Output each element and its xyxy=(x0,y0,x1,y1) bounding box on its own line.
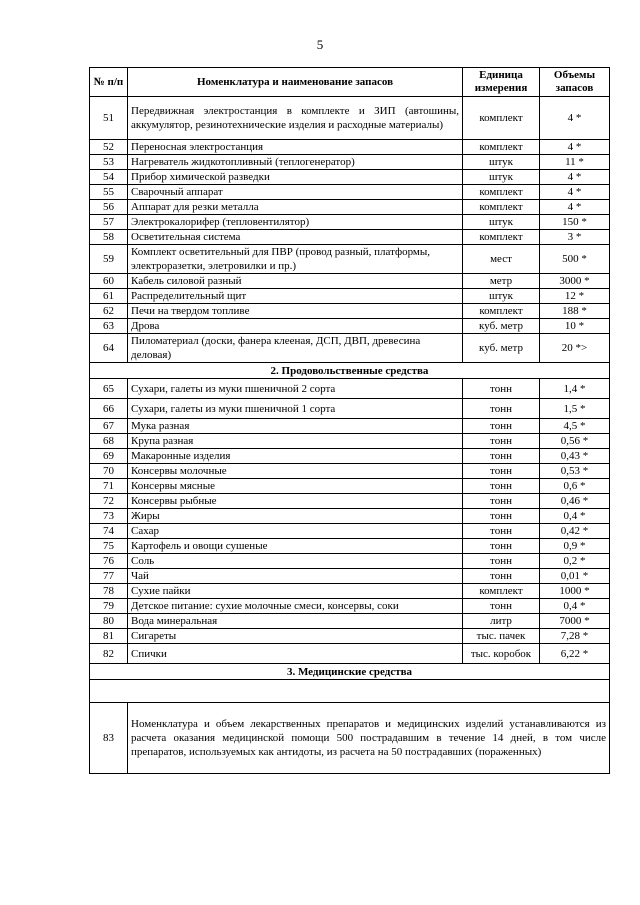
row-unit: комплект xyxy=(463,584,540,599)
row-number: 76 xyxy=(90,554,128,569)
row-number: 78 xyxy=(90,584,128,599)
table-row xyxy=(90,524,610,539)
row-unit: комплект xyxy=(463,97,540,140)
row-volume: 1,5 * xyxy=(540,399,610,419)
header-name: Номенклатура и наименование запасов xyxy=(128,68,463,97)
row-name: Кабель силовой разный xyxy=(128,274,463,289)
row-unit: комплект xyxy=(463,304,540,319)
table-row xyxy=(90,230,610,245)
table-row xyxy=(90,494,610,509)
row-volume: 4 * xyxy=(540,170,610,185)
row-unit: тыс. пачек xyxy=(463,629,540,644)
row-unit: тонн xyxy=(463,524,540,539)
table-row xyxy=(90,584,610,599)
row-volume: 0,43 * xyxy=(540,449,610,464)
row-unit: тонн xyxy=(463,464,540,479)
row-volume: 0,9 * xyxy=(540,539,610,554)
row-volume: 0,46 * xyxy=(540,494,610,509)
row-name: Пиломатериал (доски, фанера клееная, ДСП, ДВП, древесина деловая) xyxy=(128,334,463,363)
row-name: Детское питание: сухие молочные смеси, консервы, соки xyxy=(128,599,463,614)
row-number: 53 xyxy=(90,155,128,170)
row-name: Спички xyxy=(128,644,463,664)
row-name: Аппарат для резки металла xyxy=(128,200,463,215)
table-row xyxy=(90,419,610,434)
table-row xyxy=(90,434,610,449)
table-row xyxy=(90,479,610,494)
row-volume: 150 * xyxy=(540,215,610,230)
row-unit: тонн xyxy=(463,494,540,509)
row-name: Электрокалорифер (тепловентилятор) xyxy=(128,215,463,230)
row-name: Сахар xyxy=(128,524,463,539)
row-volume: 0,4 * xyxy=(540,599,610,614)
row-number: 67 xyxy=(90,419,128,434)
section-header-row xyxy=(90,664,610,680)
table-row xyxy=(90,170,610,185)
table-row xyxy=(90,200,610,215)
table-row xyxy=(90,274,610,289)
table-row xyxy=(90,140,610,155)
row-volume: 0,53 * xyxy=(540,464,610,479)
row-number: 55 xyxy=(90,185,128,200)
row-name: Макаронные изделия xyxy=(128,449,463,464)
row-volume: 3 * xyxy=(540,230,610,245)
row-unit: комплект xyxy=(463,185,540,200)
table-row xyxy=(90,289,610,304)
row-volume: 4 * xyxy=(540,185,610,200)
row-volume: 1000 * xyxy=(540,584,610,599)
table-row xyxy=(90,554,610,569)
table-row xyxy=(90,319,610,334)
row-volume: 188 * xyxy=(540,304,610,319)
row-number: 77 xyxy=(90,569,128,584)
row-number: 82 xyxy=(90,644,128,664)
row-number: 64 xyxy=(90,334,128,363)
row-unit: тонн xyxy=(463,599,540,614)
row-volume: 3000 * xyxy=(540,274,610,289)
row-number: 75 xyxy=(90,539,128,554)
row-unit: тонн xyxy=(463,449,540,464)
row-number: 73 xyxy=(90,509,128,524)
row-name: Комплект осветительный для ПВР (провод разный, платформы, электроразетки, элетровилки и пр.) xyxy=(128,245,463,274)
table-row xyxy=(90,629,610,644)
row-number: 66 xyxy=(90,399,128,419)
row-name: Жиры xyxy=(128,509,463,524)
row-name: Консервы рыбные xyxy=(128,494,463,509)
row-number: 61 xyxy=(90,289,128,304)
row-unit: тонн xyxy=(463,554,540,569)
row-name: Консервы мясные xyxy=(128,479,463,494)
row-volume: 12 * xyxy=(540,289,610,304)
row-unit: куб. метр xyxy=(463,319,540,334)
row-volume: 4,5 * xyxy=(540,419,610,434)
row-number: 71 xyxy=(90,479,128,494)
row-unit: тонн xyxy=(463,569,540,584)
table-row xyxy=(90,539,610,554)
header-unit: Единица измерения xyxy=(463,68,540,97)
table-row xyxy=(90,644,610,664)
row-name: Соль xyxy=(128,554,463,569)
row-number: 80 xyxy=(90,614,128,629)
row-number: 63 xyxy=(90,319,128,334)
table-row xyxy=(90,334,610,363)
section-2-title: 2. Продовольственные средства xyxy=(90,363,610,379)
table-header-row xyxy=(90,68,610,97)
row-volume: 4 * xyxy=(540,97,610,140)
row-unit: тонн xyxy=(463,434,540,449)
table-row xyxy=(90,599,610,614)
row-name: Сухие пайки xyxy=(128,584,463,599)
row-volume: 1,4 * xyxy=(540,379,610,399)
row-unit: метр xyxy=(463,274,540,289)
row-name: Сварочный аппарат xyxy=(128,185,463,200)
row-name: Дрова xyxy=(128,319,463,334)
table-row xyxy=(90,614,610,629)
row-unit: комплект xyxy=(463,200,540,215)
table-row xyxy=(90,155,610,170)
row-name: Картофель и овощи сушеные xyxy=(128,539,463,554)
table-row xyxy=(90,464,610,479)
row-number: 54 xyxy=(90,170,128,185)
row-number: 74 xyxy=(90,524,128,539)
row-unit: штук xyxy=(463,215,540,230)
table-row xyxy=(90,245,610,274)
row-volume: 4 * xyxy=(540,200,610,215)
row-number: 79 xyxy=(90,599,128,614)
row-volume: 10 * xyxy=(540,319,610,334)
row-number: 51 xyxy=(90,97,128,140)
row-volume: 0,4 * xyxy=(540,509,610,524)
row-volume: 11 * xyxy=(540,155,610,170)
header-volume: Объемы запасов xyxy=(540,68,610,97)
row-name: Прибор химической разведки xyxy=(128,170,463,185)
row-unit: тонн xyxy=(463,479,540,494)
table-row xyxy=(90,399,610,419)
row-volume: 7,28 * xyxy=(540,629,610,644)
row-number: 68 xyxy=(90,434,128,449)
table-row xyxy=(90,703,610,774)
row-name: Передвижная электростанция в комплекте и ЗИП (автошины, аккумулятор, резинотехнические изделия и расходные материалы) xyxy=(128,97,463,140)
row-volume: 0,56 * xyxy=(540,434,610,449)
row-name: Консервы молочные xyxy=(128,464,463,479)
table-row xyxy=(90,569,610,584)
table-row xyxy=(90,97,610,140)
page-number: 5 xyxy=(316,37,324,52)
row-number: 81 xyxy=(90,629,128,644)
row-number: 57 xyxy=(90,215,128,230)
header-num: № п/п xyxy=(90,68,128,97)
section-3-title: 3. Медицинские средства xyxy=(90,664,610,680)
row-number: 65 xyxy=(90,379,128,399)
row-name: Сухари, галеты из муки пшеничной 2 сорта xyxy=(128,379,463,399)
section-header-row xyxy=(90,363,610,379)
supplies-table xyxy=(89,67,610,774)
section-2-rows xyxy=(90,379,610,664)
row-name: Сухари, галеты из муки пшеничной 1 сорта xyxy=(128,399,463,419)
row-unit: тыс. коробок xyxy=(463,644,540,664)
row-unit: комплект xyxy=(463,140,540,155)
row-83-text: Номенклатура и объем лекарственных препаратов и медицинских изделий устанавливаются из расчета оказания медицинской помощи 500 пострадавшим в течение 14 дней, в том числе препаратов, используемых как антидоты, из расчета на 50 пострадавших (пораженных) xyxy=(128,703,610,774)
row-name: Вода минеральная xyxy=(128,614,463,629)
row-volume: 6,22 * xyxy=(540,644,610,664)
row-number: 70 xyxy=(90,464,128,479)
row-unit: тонн xyxy=(463,509,540,524)
row-name: Нагреватель жидкотопливный (теплогенератор) xyxy=(128,155,463,170)
row-number: 60 xyxy=(90,274,128,289)
row-number: 72 xyxy=(90,494,128,509)
row-unit: куб. метр xyxy=(463,334,540,363)
row-number: 59 xyxy=(90,245,128,274)
row-unit: тонн xyxy=(463,379,540,399)
row-volume: 0,6 * xyxy=(540,479,610,494)
row-number: 58 xyxy=(90,230,128,245)
row-unit: тонн xyxy=(463,539,540,554)
row-unit: тонн xyxy=(463,399,540,419)
table-row xyxy=(90,379,610,399)
row-number: 69 xyxy=(90,449,128,464)
row-number: 52 xyxy=(90,140,128,155)
row-unit: мест xyxy=(463,245,540,274)
row-name: Крупа разная xyxy=(128,434,463,449)
row-name: Сигареты xyxy=(128,629,463,644)
spacer-row xyxy=(90,680,610,703)
table-row xyxy=(90,185,610,200)
row-name: Распределительный щит xyxy=(128,289,463,304)
section-1-rows xyxy=(90,97,610,363)
row-volume: 20 *> xyxy=(540,334,610,363)
row-volume: 0,2 * xyxy=(540,554,610,569)
row-name: Печи на твердом топливе xyxy=(128,304,463,319)
row-name: Осветительная система xyxy=(128,230,463,245)
row-unit: тонн xyxy=(463,419,540,434)
table-row xyxy=(90,449,610,464)
row-number: 56 xyxy=(90,200,128,215)
row-name: Переносная электростанция xyxy=(128,140,463,155)
row-volume: 0,42 * xyxy=(540,524,610,539)
table-row xyxy=(90,509,610,524)
row-volume: 7000 * xyxy=(540,614,610,629)
row-name: Чай xyxy=(128,569,463,584)
row-unit: литр xyxy=(463,614,540,629)
row-volume: 500 * xyxy=(540,245,610,274)
table-row xyxy=(90,215,610,230)
row-unit: штук xyxy=(463,155,540,170)
table-row xyxy=(90,304,610,319)
row-name: Мука разная xyxy=(128,419,463,434)
row-number: 62 xyxy=(90,304,128,319)
row-number: 83 xyxy=(90,703,128,774)
row-volume: 0,01 * xyxy=(540,569,610,584)
row-unit: комплект xyxy=(463,230,540,245)
row-unit: штук xyxy=(463,170,540,185)
row-unit: штук xyxy=(463,289,540,304)
row-volume: 4 * xyxy=(540,140,610,155)
